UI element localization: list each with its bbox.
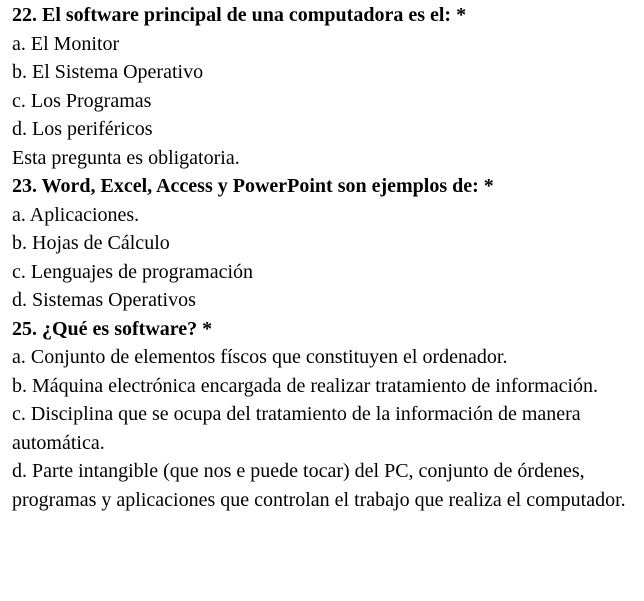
quiz-document <box>12 1 638 514</box>
question-22-option-b: b. El Sistema Operativo <box>12 61 204 83</box>
question-25-option-a: a. Conjunto de elementos físcos que constituyen el ordenador. <box>12 346 508 368</box>
question-25-option-c: c. Disciplina que se ocupa del tratamiento de la información de manera automática. <box>12 403 581 454</box>
question-25-option-d: d. Parte intangible (que nos e puede tocar) del PC, conjunto de órdenes, programas y aplicaciones que controlan el trabajo que realiza el computador. <box>12 460 626 511</box>
question-23-option-a: a. Aplicaciones. <box>12 203 140 226</box>
question-23-option-d: d. Sistemas Operativos <box>12 289 196 311</box>
question-23-option-b: b. Hojas de Cálculo <box>12 232 170 254</box>
question-22-option-a: a. El Monitor <box>12 32 120 55</box>
question-22-option-d: d. Los periféricos <box>12 118 153 140</box>
question-25-title: 25. ¿Qué es software? * <box>12 317 213 340</box>
question-22-option-c: c. Los Programas <box>12 89 152 112</box>
question-23-title: 23. Word, Excel, Access y PowerPoint son ejemplos de: * <box>12 175 494 197</box>
question-23-option-c: c. Lenguajes de programación <box>12 260 254 283</box>
question-22-title: 22. El software principal de una computadora es el: * <box>12 4 467 26</box>
question-25-option-b: b. Máquina electrónica encargada de realizar tratamiento de información. <box>12 374 599 397</box>
question-22-required-note: Esta pregunta es obligatoria. <box>12 146 240 169</box>
